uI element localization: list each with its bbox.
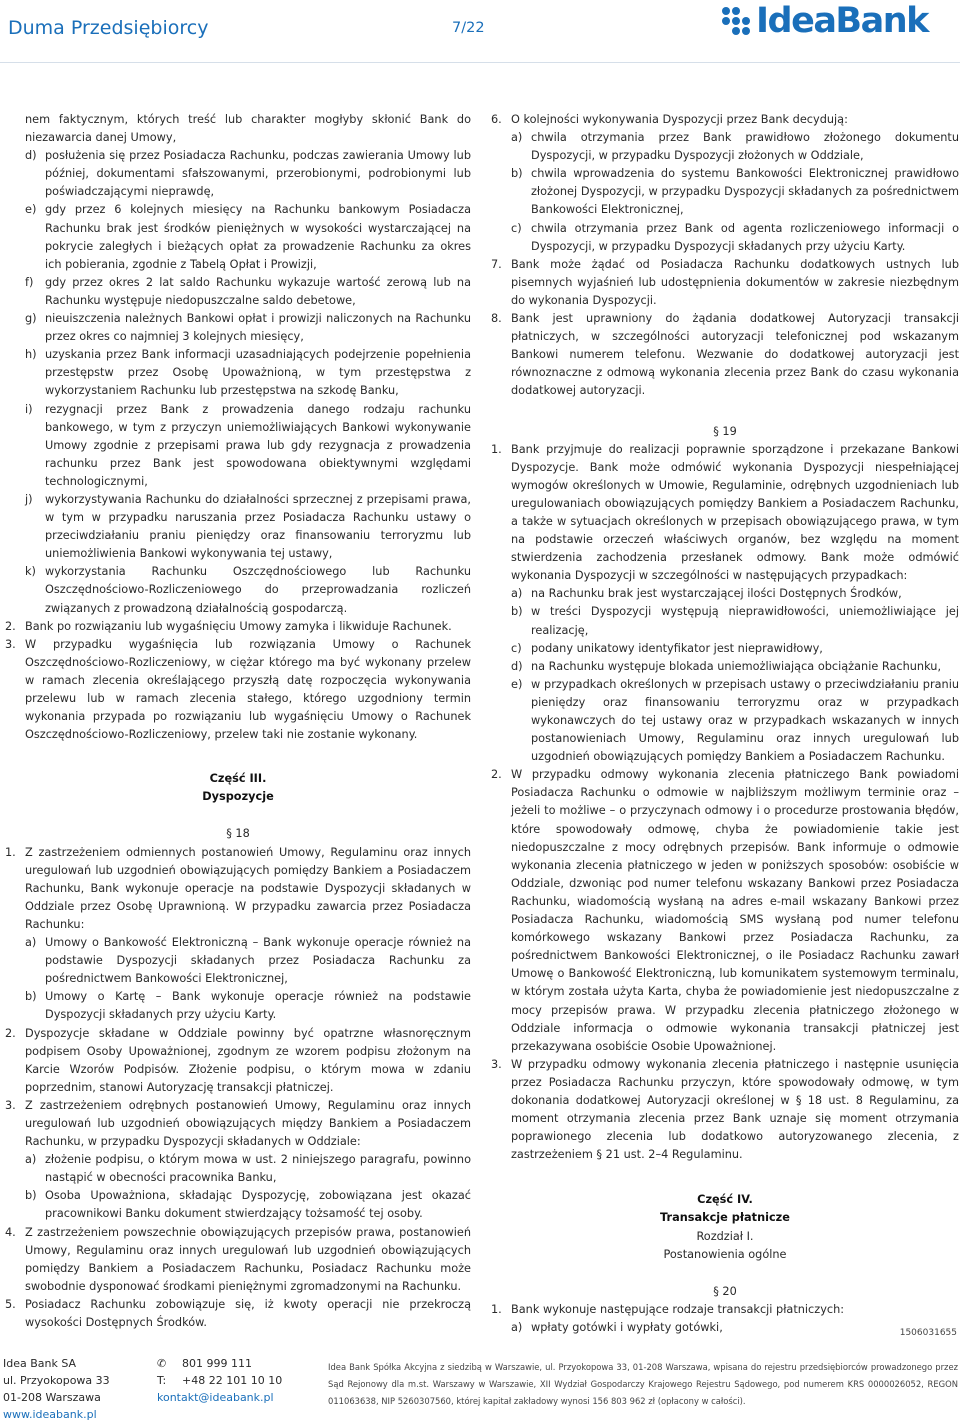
item-text: chwila wprowadzenia do systemu Bankowości Elektronicznej prawidłowo złożonej Dyspozycji, w przypadku Dyspozycji składanych za pośrednictwem Bankowości Elektronicznej, bbox=[531, 167, 959, 217]
numbered-paragraph bbox=[491, 766, 959, 1056]
footer-contact bbox=[157, 1355, 282, 1406]
item-label: i) bbox=[25, 402, 33, 416]
footer-fax: +48 22 101 10 10 bbox=[182, 1374, 283, 1387]
numbered-paragraph bbox=[5, 1296, 471, 1332]
item-text: Z zastrzeżeniem powszechnie obowiązujących przepisów prawa, postanowień Umowy, Regulaminu oraz innych uregulowań lub uzgodnień obowiązujących pomiędzy Bankiem a Posiadaczem Rachunku, Posiadacz Rachunku może swobodnie dysponować środkami pieniężnymi zgromadzonymi na Rachunku. bbox=[25, 1225, 471, 1293]
footer-company: Idea Bank SA bbox=[3, 1357, 77, 1370]
section-heading: § 18 bbox=[226, 827, 250, 841]
item-text: nieuiszczenia należnych Bankowi opłat i prowizji naliczonych na Rachunku przez okres co najmniej 3 kolejnych miesięcy, bbox=[45, 312, 471, 344]
page-number: 7/22 bbox=[452, 20, 485, 36]
numbered-paragraph bbox=[491, 441, 959, 586]
item-label: a) bbox=[25, 936, 37, 950]
lettered-point bbox=[5, 563, 471, 617]
item-label: 1. bbox=[5, 845, 16, 859]
item-text: posłużenia się przez Posiadacza Rachunku, podczas zawierania Umowy lub później, dokumentami sfałszowanymi, przerobionymi, podrobionymi lub poświadczającymi nieprawdę, bbox=[45, 149, 471, 199]
part-heading: Część IV. bbox=[697, 1193, 753, 1207]
item-text: Bank jest uprawniony do żądania dodatkowej Autoryzacji transakcji płatniczych, w szczególności autoryzacji telefonicznej pod wskazanym Bankowi numerem telefonu. Wezwanie do dodatkowej autoryzacji jest równoznaczne z odmową wykonania zlecenia przez Bank do czasu wykonania dodatkowej autoryzacji. bbox=[511, 312, 959, 398]
item-label: 8. bbox=[491, 312, 502, 326]
item-label: 6. bbox=[491, 113, 502, 126]
numbered-paragraph bbox=[491, 256, 959, 310]
numbered-paragraph bbox=[5, 1097, 471, 1151]
lettered-point bbox=[491, 640, 959, 658]
item-label: 3. bbox=[5, 1098, 16, 1112]
item-label: b) bbox=[25, 1189, 37, 1203]
numbered-paragraph bbox=[5, 1025, 471, 1097]
item-text: Bank po rozwiązaniu lub wygaśnięciu Umowy zamyka i likwiduje Rachunek. bbox=[25, 619, 452, 633]
document-id: 1506031655 bbox=[899, 1328, 957, 1338]
item-label: 3. bbox=[5, 637, 16, 651]
item-text: Umowy o Kartę – Bank wykonuje operacje również na podstawie Dyspozycji składanych przy użyciu Karty. bbox=[45, 990, 471, 1022]
footer-website-link[interactable]: www.ideabank.pl bbox=[3, 1408, 97, 1421]
numbered-paragraph bbox=[5, 1224, 471, 1296]
lettered-point bbox=[491, 585, 959, 603]
item-label: 1. bbox=[491, 442, 502, 456]
item-label: 2. bbox=[5, 1026, 16, 1040]
lettered-point bbox=[491, 658, 959, 676]
footer-address bbox=[3, 1355, 110, 1423]
item-label: d) bbox=[511, 659, 523, 673]
item-label: 4. bbox=[5, 1225, 16, 1239]
section-heading: § 20 bbox=[713, 1284, 737, 1298]
lettered-point bbox=[5, 1187, 471, 1223]
lettered-point bbox=[5, 1151, 471, 1187]
continued-text: nem faktycznym, których treść lub charakter mogłyby skłonić Bank do niezawarcia danej Umowy, bbox=[25, 113, 471, 145]
item-text: Posiadacz Rachunku zobowiązuje się, iż kwoty operacji nie przekroczą wysokości Dostępnych Środków. bbox=[25, 1297, 471, 1329]
part-heading: Dyspozycje bbox=[202, 790, 274, 804]
item-text: gdy przez 6 kolejnych miesięcy na Rachunku bankowym Posiadacza Rachunku brak jest środków pieniężnych w wysokości wystarczającej na pokrycie zaległych i bieżących opłat za prowadzenie Rachunku za okres ich pobierania, zgodnie z Tabelą Opłat i Prowizji, bbox=[45, 203, 471, 271]
lettered-point bbox=[5, 201, 471, 273]
phone-icon: ✆ bbox=[157, 1357, 167, 1370]
page-footer bbox=[0, 1355, 960, 1425]
numbered-paragraph bbox=[491, 111, 959, 129]
item-label: c) bbox=[511, 221, 522, 235]
lettered-point bbox=[5, 491, 471, 563]
item-label: e) bbox=[25, 203, 37, 217]
chapter-heading: Rozdział I. bbox=[696, 1229, 754, 1243]
item-label: 1. bbox=[491, 1302, 502, 1316]
footer-city: 01-208 Warszawa bbox=[3, 1391, 101, 1404]
lettered-point bbox=[5, 988, 471, 1024]
item-text: chwila otrzymania przez Bank od agenta rozliczeniowego informacji o Dyspozycji, w przypadku Dyspozycji składanych przy użyciu Karty. bbox=[531, 221, 959, 253]
lettered-point bbox=[5, 401, 471, 491]
item-text: Dyspozycje składane w Oddziale powinny być opatrzne własnoręcznym podpisem Osoby Upoważnionej, zgodnym ze wzorem podpisu złożonym na Karcie Wzorów Podpisów. Złożenie podpisu, o którym mowa w zdaniu poprzednim, stanowi Autoryzację transakcji płatniczej. bbox=[25, 1026, 471, 1094]
header-divider bbox=[0, 62, 960, 63]
item-label: 2. bbox=[491, 768, 502, 782]
item-label: j) bbox=[25, 492, 33, 506]
lettered-point bbox=[5, 147, 471, 201]
fax-label: T: bbox=[157, 1374, 167, 1387]
item-label: 5. bbox=[5, 1297, 16, 1311]
logo-dots-icon bbox=[722, 7, 750, 35]
item-text: Z zastrzeżeniem odrębnych postanowień Umowy, Regulaminu oraz innych uregulowań lub uzgodnień obowiązujących między Bankiem a Posiadaczem Rachunku, w przypadku Dyspozycji składanych w Oddziale: bbox=[25, 1098, 471, 1149]
item-text: Osoba Upoważniona, składając Dyspozycję, zobowiązana jest okazać pracownikowi Banku dokument stwierdzający tożsamość tej osoby. bbox=[45, 1189, 471, 1221]
item-text: wykorzystania Rachunku Oszczędnościowego lub Rachunku Oszczędnościowo-Rozliczeniowego do przeprowadzania rozliczeń związanych z prowadzoną działalnością gospodarczą. bbox=[45, 565, 471, 615]
right-column bbox=[491, 111, 959, 1337]
item-text: Z zastrzeżeniem odmiennych postanowień Umowy, Regulaminu oraz innych uregulowań lub uzgodnień obowiązujących pomiędzy Bankiem a Posiadaczem Rachunku, Bank wykonuje operacje na podstawie Dyspozycji składanych w Oddziale przez Osobę Uprawnioną. W przypadku zawarcia przez Posiadacza Rachunku: bbox=[25, 845, 471, 931]
item-text: na Rachunku brak jest wystarczającej ilości Dostępnych Środków, bbox=[531, 587, 902, 601]
item-text: gdy przez okres 2 lat saldo Rachunku wykazuje wartość zerową lub na Rachunku występuje niedopuszczalne saldo debetowe, bbox=[45, 275, 471, 307]
left-column bbox=[5, 111, 471, 1332]
numbered-paragraph bbox=[5, 618, 471, 636]
item-label: e) bbox=[511, 677, 523, 691]
item-text: W przypadku wygaśnięcia lub rozwiązania Umowy o Rachunek Oszczędnościowo-Rozliczeniowy, w ciężar którego ma być wykonany przelew w ramach zlecenia określającego przyszłą datę rozpoczęcia wykonywania przelewu lub w ramach zlecenia stałego, którego uzgodniony termin wykonania przypada po rozwiązaniu lub wygaśnięciu Umowy o Rachunek Oszczędnościowo-Rozliczeniowy, przelew taki nie zostanie wykonany. bbox=[25, 637, 471, 742]
chapter-heading: Postanowienia ogólne bbox=[663, 1247, 787, 1261]
section-heading: § 19 bbox=[713, 424, 737, 438]
item-text: W przypadku odmowy wykonania zlecenia płatniczego i następnie usunięcia przez Posiadacza Rachunku przyczyn, które spowodowały odmowę, w tym dokonania dodatkowej Autoryzacji określonej w § 18 ust. 8 Regulaminu, za moment otrzymania zlecenia przez Bank uznaje się moment otrzymania poprawionego zlecenia lub dodatkowo autoryzowanego zlecenia, z zastrzeżeniem § 21 ust. 2–4 Regulaminu. bbox=[511, 1057, 959, 1162]
lettered-point bbox=[5, 346, 471, 400]
item-label: b) bbox=[25, 990, 37, 1004]
logo-wordmark: IdeaBank bbox=[756, 1, 928, 41]
lettered-point bbox=[491, 129, 959, 165]
numbered-paragraph bbox=[491, 1301, 959, 1319]
item-text: w przypadkach określonych w przepisach ustawy o przeciwdziałaniu praniu pieniędzy oraz finansowaniu terroryzmu oraz w przypadkach wykonawczych do tej ustawy oraz w przypadkach wskazanych w innych postanowieniach Umowy, Regulaminu oraz innych uregulowań lub uzgodnień obowiązujących pomiędzy Bankiem a Posiadaczem Rachunku. bbox=[531, 677, 959, 764]
numbered-paragraph bbox=[5, 844, 471, 934]
item-label: b) bbox=[511, 605, 523, 619]
item-label: 3. bbox=[491, 1057, 502, 1071]
part-heading: Część III. bbox=[209, 772, 267, 786]
item-label: a) bbox=[511, 131, 523, 145]
item-label: a) bbox=[511, 587, 523, 601]
numbered-paragraph bbox=[491, 1056, 959, 1165]
item-text: Bank przyjmuje do realizacji poprawnie sporządzone i przekazane Bankowi Dyspozycje. Bank może odmówić wykonania Dyspozycji niespełniającej wymogów określonych w Umowie, Regulaminie, odrębnych uzgodnieniach lub uregulowaniach obowiązujących pomiędzy Bankiem a Posiadaczem Rachunku, a także w sytuacjach określonych w przepisach obowiązującego prawa, w tym na podstawie orzeczeń właściwych organów, bez względu na moment stwierdzenia zachodzenia przesłanek odmowy. Bank może odmówić wykonania Dyspozycji w szczególności w następujących przypadkach: bbox=[511, 442, 959, 583]
item-text: wykorzystywania Rachunku do działalności sprzecznej z przepisami prawa, w tym w przypadku naruszania przez Posiadacza Rachunku ustawy o przeciwdziałaniu praniu pieniędzy oraz finansowaniu terroryzmu lub uniemożliwienia Bankowi wykonywania tej ustawy, bbox=[45, 492, 471, 561]
lettered-point bbox=[5, 274, 471, 310]
item-text: chwila otrzymania przez Bank prawidłowo złożonego dokumentu Dyspozycji, w przypadku Dyspozycji złożonych w Oddziale, bbox=[531, 131, 959, 163]
document-title: Duma Przedsiębiorcy bbox=[8, 17, 209, 39]
item-text: wpłaty gotówki i wypłaty gotówki, bbox=[531, 1320, 723, 1334]
item-text: podany unikatowy identyfikator jest nieprawidłowy, bbox=[531, 641, 823, 655]
item-label: f) bbox=[25, 275, 34, 289]
item-text: W przypadku odmowy wykonania zlecenia płatniczego Bank powiadomi Posiadacza Rachunku o odmowie w najbliższym możliwym terminie oraz – jeżeli to możliwe – o przyczynach odmowy i o procedurze prostowania błędów, które spowodowały odmowę, chyba że powiadomienie takie jest niedopuszczalne z mocy odrębnych przepisów. Bank informuje o odmowie wykonania zlecenia płatniczego w jeden w poniższych sposobów: osobiście w Oddziale, dzwoniąc pod numer telefonu wskazany Bankowi przez Posiadacza Rachunku, wiadomością wysłaną na adres e-mail wskazany Bankowi przez Posiadacza Rachunku, wiadomością SMS wysłaną pod numer telefonu komórkowego wskazany Bankowi przez Posiadacza Rachunku, za pośrednictwem Bankowości Elektronicznej, o ile Posiadacz Rachunku zawarł Umowę o Bankowość Elektroniczną, lub komunikatem systemowym terminalu, w którym została użyta Karta, chyba że powiadomienie jest niedopuszczalne z mocy przepisów prawa. W przypadku zlecenia płatniczego złożonego w Oddziale informacja o odmowie wykonania transakcji płatniczej jest przekazywana osobiście Osobie Upoważnionej. bbox=[511, 768, 959, 1053]
page-header bbox=[0, 0, 960, 62]
item-text: w treści Dyspozycji występują nieprawidłowości, uniemożliwiające jej realizację, bbox=[531, 605, 959, 637]
lettered-point bbox=[491, 676, 959, 766]
item-label: 7. bbox=[491, 257, 502, 271]
item-label: g) bbox=[25, 312, 37, 326]
item-label: b) bbox=[511, 167, 523, 181]
footer-street: ul. Przyokopowa 33 bbox=[3, 1374, 110, 1387]
part-heading: Transakcje płatnicze bbox=[660, 1211, 790, 1225]
footer-email-link[interactable]: kontakt@ideabank.pl bbox=[157, 1391, 274, 1404]
lettered-point bbox=[491, 603, 959, 639]
lettered-point bbox=[491, 165, 959, 219]
footer-legal-notice: Idea Bank Spółka Akcyjna z siedzibą w Warszawie, ul. Przyokopowa 33, 01-208 Warszawa, wpisana do rejestru przedsiębiorców prowadzonego przez Sąd Rejonowy dla m.st. Warszawy w Warszawie, XII Wydział Gospodarczy Krajowego Rejestru Sądowego, pod numerem KRS 0000026052, REGON 011063638, NIP 5260307560, której kapitał zakładowy wynosi 156 803 962 zł (opłacony w całości). bbox=[328, 1362, 958, 1406]
lettered-point bbox=[5, 310, 471, 346]
lettered-point bbox=[5, 934, 471, 988]
numbered-paragraph bbox=[491, 310, 959, 400]
item-text: złożenie podpisu, o którym mowa w ust. 2 niniejszego paragrafu, powinno nastąpić w obecności pracownika Banku, bbox=[45, 1153, 471, 1185]
item-label: h) bbox=[25, 348, 37, 362]
footer-phone: 801 999 111 bbox=[182, 1357, 252, 1370]
item-text: Bank może żądać od Posiadacza Rachunku dodatkowych ustnych lub pisemnych wyjaśnień lub udostępnienia dokumentów w zakresie niezbędnym do wykonania Dyspozycji. bbox=[511, 257, 959, 307]
lettered-point bbox=[491, 1319, 959, 1337]
item-label: d) bbox=[25, 149, 37, 163]
lettered-point bbox=[491, 220, 959, 256]
item-label: a) bbox=[25, 1153, 37, 1167]
item-label: 2. bbox=[5, 619, 16, 633]
item-label: c) bbox=[511, 641, 522, 655]
item-text: Umowy o Bankowość Elektroniczną – Bank wykonuje operacje również na podstawie Dyspozycji składanych przez Posiadacza Rachunku za pośrednictwem Bankowości Elektronicznej, bbox=[45, 936, 471, 986]
item-label: a) bbox=[511, 1320, 523, 1334]
item-text: rezygnacji przez Bank z prowadzenia danego rodzaju rachunku bankowego, w tym z przyczyn uniemożliwiających Bankowi wykonywanie Umowy zgodnie z przepisami prawa lub gdy rezygnacja z prowadzenia rachunku przez Bank jest spowodowana obiektywnymi względami technologicznymi, bbox=[45, 402, 471, 488]
item-text: Bank wykonuje następujące rodzaje transakcji płatniczych: bbox=[511, 1302, 845, 1316]
item-text: na Rachunku występuje blokada uniemożliwiająca obciążanie Rachunku, bbox=[531, 659, 942, 673]
item-text: O kolejności wykonywania Dyspozycji przez Bank decydują: bbox=[511, 113, 848, 126]
numbered-paragraph bbox=[5, 636, 471, 745]
item-text: uzyskania przez Bank informacji uzasadniających podejrzenie popełnienia przestępstw przez Osobę Upoważnioną, w tym przestępstwa z wykorzystaniem Rachunku lub przestępstwa na szkodę Banku, bbox=[45, 348, 471, 398]
idea-bank-logo bbox=[722, 2, 928, 40]
item-label: k) bbox=[25, 565, 36, 579]
